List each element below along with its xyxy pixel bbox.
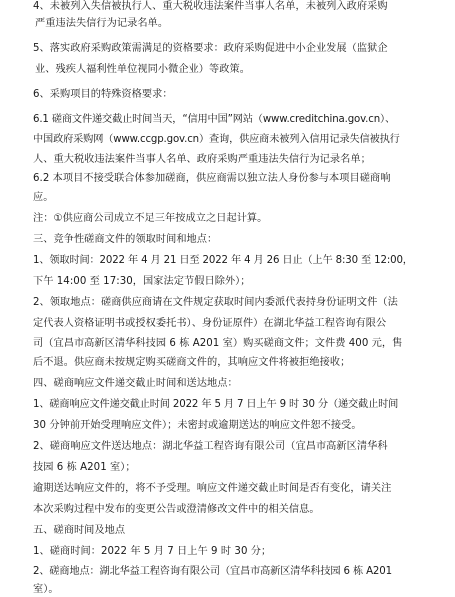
text-line: 4、未被列入失信被执行人、重大税收违法案件当事人名单，未被列入政府采购 <box>33 1 388 12</box>
text-line: 定代表人资格证明书或授权委托书）、身份证原件）在湖北华益工程咨询有限公 <box>33 318 387 329</box>
text-line: 注：①供应商公司成立不足三年按成立之日起计算。 <box>33 213 268 224</box>
section-heading: 四、磋商响应文件递交截止时间和送达地点： <box>33 378 238 389</box>
text-line: 司（宜昌市高新区清华科技园 6 栋 A201 室）购买磋商文件；文件费 400 元，售 <box>33 338 403 349</box>
text-line: 后不退。供应商未按规定购买磋商文件的，其响应文件将被拒绝接收； <box>33 357 351 368</box>
text-line: 下午 14:00 至 17:30，国家法定节假日除外）； <box>33 276 251 287</box>
text-line: 技园 6 栋 A201 室）； <box>33 462 136 473</box>
text-line: 2、领取地点：磋商供应商请在文件规定获取时间内委派代表持身份证明文件（法 <box>33 297 398 308</box>
text-line: 人、重大税收违法案件当事人名单、政府采购严重违法失信行为记录名单； <box>33 154 371 165</box>
section-heading: 三、竞争性磋商文件的领取时间和地点： <box>33 234 218 245</box>
text-line: 2、磋商响应文件送达地点：湖北华益工程咨询有限公司（宜昌市高新区清华科 <box>33 441 388 452</box>
text-line: 1、领取时间：2022 年 4 月 21 日至 2022 年 4 月 26 日止（上午 8:30 至 12:00， <box>33 255 413 266</box>
text-line: 1、磋商时间：2022 年 5 月 7 日上午 9 时 30 分； <box>33 546 272 557</box>
text-line: 严重违法失信行为记录名单。 <box>35 18 169 29</box>
text-line: 1、磋商响应文件递交截止时间 2022 年 5 月 7 日上午 9 时 30 分（递交截止时间 <box>33 399 399 410</box>
section-heading: 五、磋商时间及地点 <box>33 525 126 536</box>
text-line: 中国政府采购网（www.ccgp.gov.cn）查询，供应商未被列入信用记录失信被执行 <box>33 134 400 145</box>
text-line: 业、残疾人福利性单位视同小微企业）等政策。 <box>35 64 250 75</box>
text-line: 30 分钟前开始受理响应文件）；未密封或逾期送达的响应文件恕不接受。 <box>33 420 362 431</box>
text-line: 室）。 <box>33 584 59 595</box>
text-line: 6.2 本项目不接受联合体参加磋商，供应商需以独立法人身份参与本项目磋商响 <box>33 173 391 184</box>
text-line: 本次采购过程中发布的变更公告或澄清修改文件中的相关信息。 <box>33 504 320 515</box>
text-line: 2、磋商地点：湖北华益工程咨询有限公司（宜昌市高新区清华科技园 6 栋 A201 <box>33 566 392 577</box>
text-line: 6.1 磋商文件递交截止时间当天，“信用中国”网站（www.creditchina.gov.cn）、 <box>33 114 396 125</box>
text-line: 逾期送达响应文件的，将不予受理。响应文件递交截止时间是否有变化，请关注 <box>33 483 392 494</box>
text-line: 6、采购项目的特殊资格要求： <box>33 89 173 100</box>
text-line: 应。 <box>33 192 54 203</box>
text-line: 5、落实政府采购政策需满足的资格要求：政府采购促进中小企业发展（监狱企 <box>33 43 388 54</box>
